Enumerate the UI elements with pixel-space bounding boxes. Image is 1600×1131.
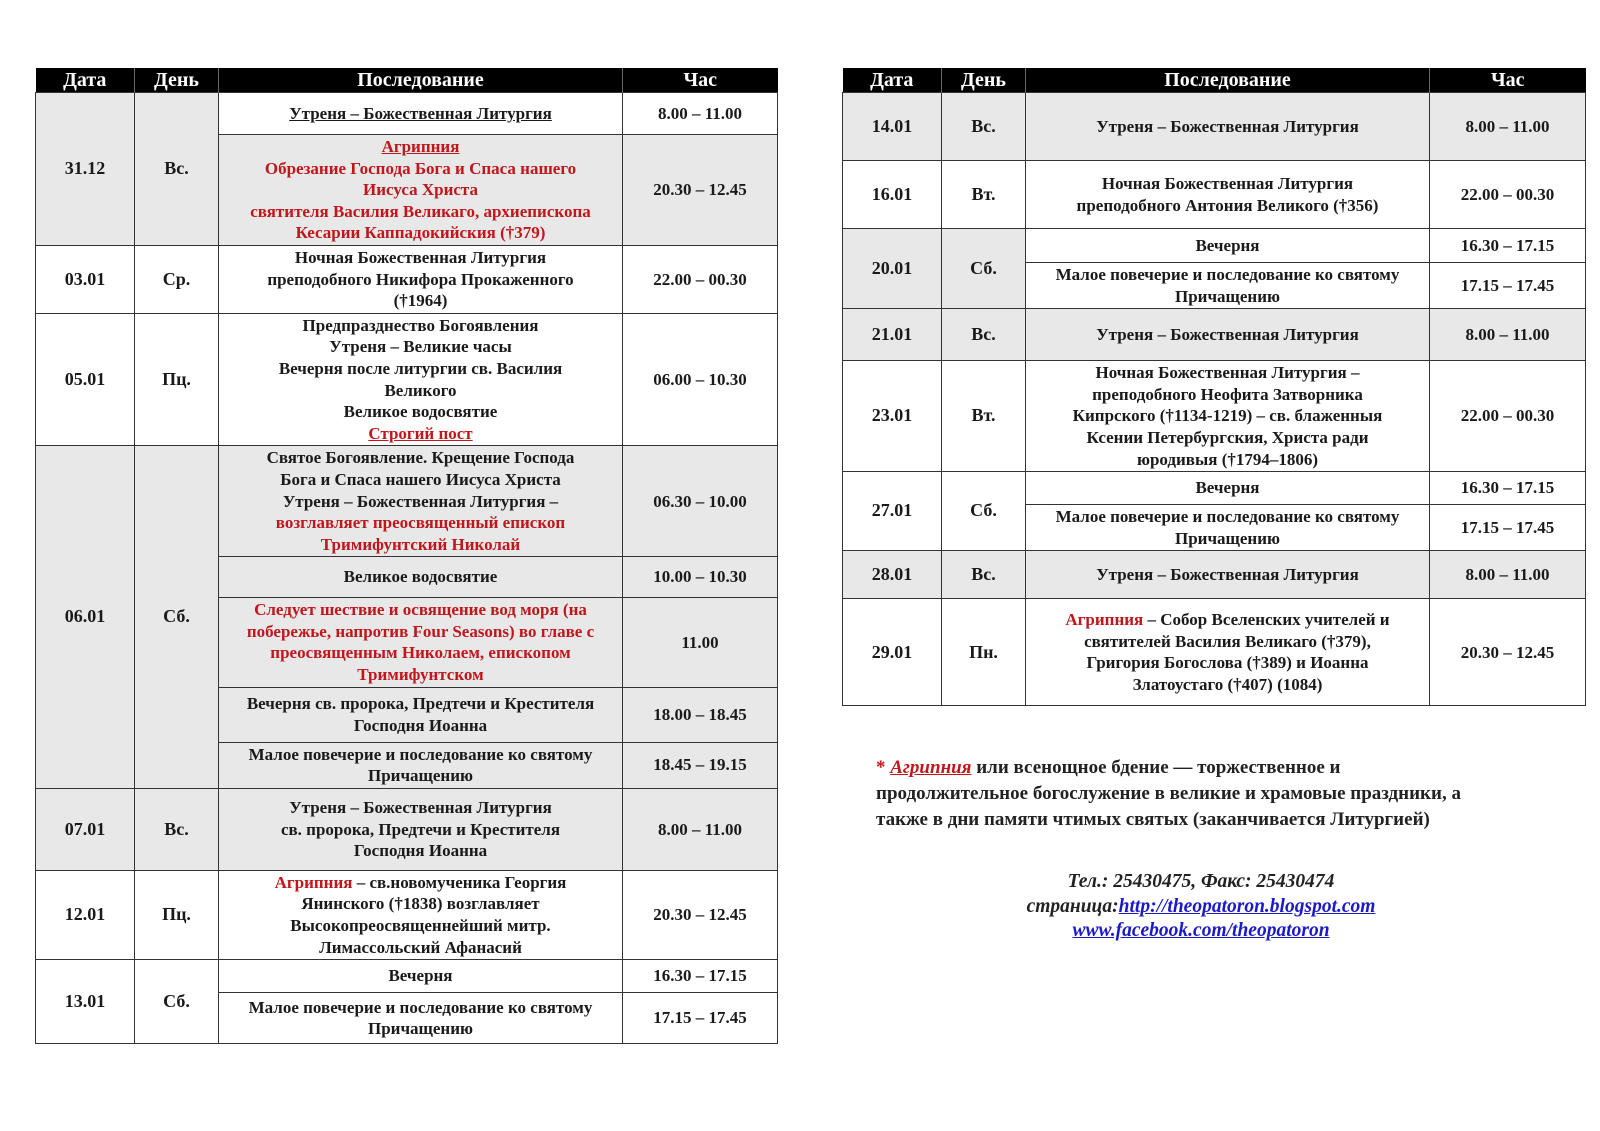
footnote-term: Агрипния	[890, 757, 972, 778]
service-line: Предпразднество Богоявления	[302, 315, 539, 335]
table-row	[843, 361, 1586, 472]
date-cell: 27.01	[843, 472, 942, 551]
table-row	[843, 551, 1586, 599]
service-cell	[219, 870, 623, 959]
service-line: Малое повечерие и последование ко святому	[1055, 507, 1400, 527]
header-service: Последование	[1026, 68, 1430, 93]
service-cell: Утреня – Божественная Литургия	[1026, 309, 1430, 361]
facebook-line	[876, 919, 1526, 944]
day-cell: Сб.	[942, 229, 1026, 309]
service-line: преподобного Неофита Затворника	[1092, 384, 1363, 404]
service-line: Следует шествие и освящение вод моря (на	[254, 600, 587, 620]
service-line: Высокопреосвященнейший митр.	[290, 916, 551, 936]
table-row	[36, 870, 778, 959]
time-cell: 10.00 – 10.30	[623, 557, 778, 598]
time-cell: 16.30 – 17.15	[1430, 229, 1586, 263]
time-cell: 8.00 – 11.00	[623, 93, 778, 135]
time-cell: 8.00 – 11.00	[1430, 93, 1586, 161]
agripnia-label: Агрипния	[274, 872, 353, 892]
service-cell	[219, 245, 623, 313]
service-text: – Собор Вселенских учителей и	[1143, 610, 1390, 630]
date-cell: 07.01	[36, 788, 135, 870]
service-cell	[1026, 361, 1430, 472]
table-row	[843, 93, 1586, 161]
blog-link[interactable]: http://theopatoron.blogspot.com	[1118, 895, 1376, 917]
date-cell: 29.01	[843, 599, 942, 706]
table-row	[843, 229, 1586, 263]
day-cell: Вс.	[135, 788, 219, 870]
day-cell: Пн.	[942, 599, 1026, 706]
service-cell	[1026, 263, 1430, 309]
service-line: Вечерня после литургии св. Василия	[278, 358, 563, 378]
time-cell: 17.15 – 17.45	[1430, 505, 1586, 551]
service-line: Иисуса Христа	[363, 180, 478, 200]
header-day: День	[942, 68, 1026, 93]
service-line: св. пророка, Предтечи и Крестителя	[280, 819, 561, 839]
service-line: преосвященным Николаем, епископом	[270, 643, 571, 663]
service-cell	[219, 742, 623, 788]
table-row	[843, 472, 1586, 505]
header-day: День	[135, 68, 219, 93]
service-line: Бога и Спаса нашего Иисуса Христа	[280, 469, 561, 489]
time-cell: 11.00	[623, 598, 778, 687]
day-cell: Ср.	[135, 245, 219, 313]
service-line: Утреня – Великие часы	[329, 337, 512, 357]
service-line: Причащению	[1174, 528, 1281, 548]
footnote-line: также в дни памяти чтимых святых (заканчивается Литургией)	[876, 809, 1430, 830]
day-cell: Вт.	[942, 161, 1026, 229]
time-cell: 22.00 – 00.30	[1430, 161, 1586, 229]
service-cell	[219, 993, 623, 1044]
service-line: Лимассольский Афанасий	[319, 937, 522, 957]
day-cell: Пц.	[135, 313, 219, 446]
service-line: побережье, напротив Four Seasons) во главе с	[246, 621, 595, 641]
date-cell: 12.01	[36, 870, 135, 959]
service-line: Святое Богоявление. Крещение Господа	[266, 448, 575, 468]
service-cell	[1026, 505, 1430, 551]
service-line: Утреня – Божественная Литургия	[289, 797, 552, 817]
day-cell: Вс.	[942, 93, 1026, 161]
time-cell: 06.00 – 10.30	[623, 313, 778, 446]
table-row	[36, 446, 778, 557]
day-cell: Пц.	[135, 870, 219, 959]
service-line: Утреня – Божественная Литургия –	[282, 491, 559, 511]
date-cell: 03.01	[36, 245, 135, 313]
time-cell: 18.00 – 18.45	[623, 687, 778, 742]
service-cell	[219, 135, 623, 246]
service-line: Ночная Божественная Литургия –	[1095, 363, 1360, 383]
header-time: Час	[623, 68, 778, 93]
service-line: Причащению	[1174, 286, 1281, 306]
table-row	[843, 161, 1586, 229]
table-row	[36, 960, 778, 993]
service-text: – св.новомученика Георгия	[352, 872, 567, 892]
service-line: Ночная Божественная Литургия	[1101, 173, 1354, 193]
service-text: Утреня – Божественная Литургия	[289, 103, 552, 123]
time-cell: 16.30 – 17.15	[623, 960, 778, 993]
phone-fax: Тел.: 25430475, Факс: 25430474	[1067, 871, 1335, 892]
header-time: Час	[1430, 68, 1586, 93]
table-row	[36, 788, 778, 870]
service-line: Обрезание Господа Бога и Спаса нашего	[264, 158, 577, 178]
strict-fast-label: Строгий пост	[368, 423, 473, 443]
time-cell: 20.30 – 12.45	[623, 135, 778, 246]
service-line: Ночная Божественная Литургия	[294, 247, 547, 267]
service-line: Кесарии Каппадокийския (†379)	[295, 223, 546, 243]
date-cell: 13.01	[36, 960, 135, 1044]
footnote-text: или всенощное бдение — торжественное и	[971, 757, 1341, 778]
service-line: Причащению	[367, 766, 474, 786]
table-row	[36, 313, 778, 446]
footnote-line	[876, 755, 1576, 781]
agripnia-footnote	[876, 755, 1576, 833]
date-cell: 06.01	[36, 446, 135, 789]
time-cell: 8.00 – 11.00	[1430, 309, 1586, 361]
date-cell: 23.01	[843, 361, 942, 472]
facebook-link[interactable]: www.facebook.com/theopatoron	[1072, 920, 1330, 941]
service-line: (†1964)	[393, 291, 448, 311]
service-cell: Вечерня	[219, 960, 623, 993]
service-line: Малое повечерие и последование ко святому	[248, 997, 593, 1017]
service-line: Кипрского (†1134-1219) – св. блаженныя	[1072, 406, 1383, 426]
time-cell: 8.00 – 11.00	[623, 788, 778, 870]
date-cell: 16.01	[843, 161, 942, 229]
time-cell: 20.30 – 12.45	[1430, 599, 1586, 706]
contacts-block	[876, 870, 1526, 944]
day-cell: Вс.	[942, 309, 1026, 361]
date-cell: 21.01	[843, 309, 942, 361]
service-line: Господня Иоанна	[353, 841, 488, 861]
service-cell: Вечерня	[1026, 472, 1430, 505]
service-cell	[219, 93, 623, 135]
service-cell	[219, 598, 623, 687]
service-cell	[219, 313, 623, 446]
service-line: Великого	[384, 380, 457, 400]
time-cell: 8.00 – 11.00	[1430, 551, 1586, 599]
service-cell	[1026, 599, 1430, 706]
schedule-table-right	[842, 68, 1586, 706]
table-row	[843, 309, 1586, 361]
time-cell: 22.00 – 00.30	[1430, 361, 1586, 472]
date-cell: 28.01	[843, 551, 942, 599]
time-cell: 22.00 – 00.30	[623, 245, 778, 313]
service-line: Вечерня св. пророка, Предтечи и Крестителя	[246, 694, 595, 714]
date-cell: 20.01	[843, 229, 942, 309]
date-cell: 31.12	[36, 93, 135, 246]
schedule-table-left	[35, 68, 778, 1044]
day-cell: Сб.	[135, 960, 219, 1044]
day-cell: Вт.	[942, 361, 1026, 472]
footnote-line: продолжительное богослужение в великие и храмовые праздники, а	[876, 783, 1461, 804]
date-cell: 14.01	[843, 93, 942, 161]
service-line: преподобного Никифора Прокаженного	[267, 269, 574, 289]
time-cell: 06.30 – 10.00	[623, 446, 778, 557]
service-cell: Вечерня	[1026, 229, 1430, 263]
service-line: Тримифунтский Николай	[320, 534, 521, 554]
service-cell	[219, 788, 623, 870]
service-cell	[1026, 161, 1430, 229]
day-cell: Вс.	[135, 93, 219, 246]
service-line: Тримифунтском	[357, 665, 484, 685]
service-cell: Утреня – Божественная Литургия	[1026, 551, 1430, 599]
table-header	[36, 68, 778, 93]
footnote-star: *	[876, 757, 891, 778]
header-service: Последование	[219, 68, 623, 93]
service-line	[1032, 609, 1423, 631]
service-line: Ксении Петербургския, Христа ради	[1086, 427, 1369, 447]
service-line: преподобного Антония Великого (†356)	[1076, 195, 1379, 215]
service-cell: Утреня – Божественная Литургия	[1026, 93, 1430, 161]
time-cell: 18.45 – 19.15	[623, 742, 778, 788]
service-line: Григория Богослова (†389) и Иоанна	[1086, 653, 1369, 673]
service-line: святителей Василия Великаго (†379),	[1084, 631, 1371, 651]
service-line: Янинского (†1838) возглавляет	[301, 894, 540, 914]
header-date: Дата	[36, 68, 135, 93]
service-cell	[219, 446, 623, 557]
service-line: Малое повечерие и последование ко святому	[1055, 265, 1400, 284]
time-cell: 17.15 – 17.45	[1430, 263, 1586, 309]
day-cell: Сб.	[135, 446, 219, 789]
date-cell: 05.01	[36, 313, 135, 446]
service-line: Причащению	[367, 1019, 474, 1039]
header-date: Дата	[843, 68, 942, 93]
service-line: святителя Василия Великаго, архиепископа	[250, 201, 591, 221]
service-line: юродивыя (†1794–1806)	[1136, 449, 1319, 469]
page-label: страница:	[1026, 895, 1119, 917]
day-cell: Сб.	[942, 472, 1026, 551]
day-cell: Вс.	[942, 551, 1026, 599]
service-line: Малое повечерие и последование ко святому	[248, 744, 593, 764]
service-line: возглавляет преосвященный епископ	[275, 513, 566, 533]
table-header	[843, 68, 1586, 93]
service-line: Господня Иоанна	[353, 715, 488, 735]
time-cell: 16.30 – 17.15	[1430, 472, 1586, 505]
table-row	[843, 599, 1586, 706]
service-line: Великое водосвятие	[343, 402, 498, 422]
service-cell: Великое водосвятие	[219, 557, 623, 598]
service-cell	[219, 687, 623, 742]
time-cell: 17.15 – 17.45	[623, 993, 778, 1044]
agripnia-label: Агрипния	[381, 137, 460, 156]
page-line	[876, 895, 1526, 920]
table-row	[36, 245, 778, 313]
agripnia-label: Агрипния	[1065, 610, 1144, 630]
service-line	[225, 872, 616, 894]
time-cell: 20.30 – 12.45	[623, 870, 778, 959]
service-line: Златоустаго (†407) (1084)	[1132, 674, 1323, 694]
table-row	[36, 93, 778, 135]
